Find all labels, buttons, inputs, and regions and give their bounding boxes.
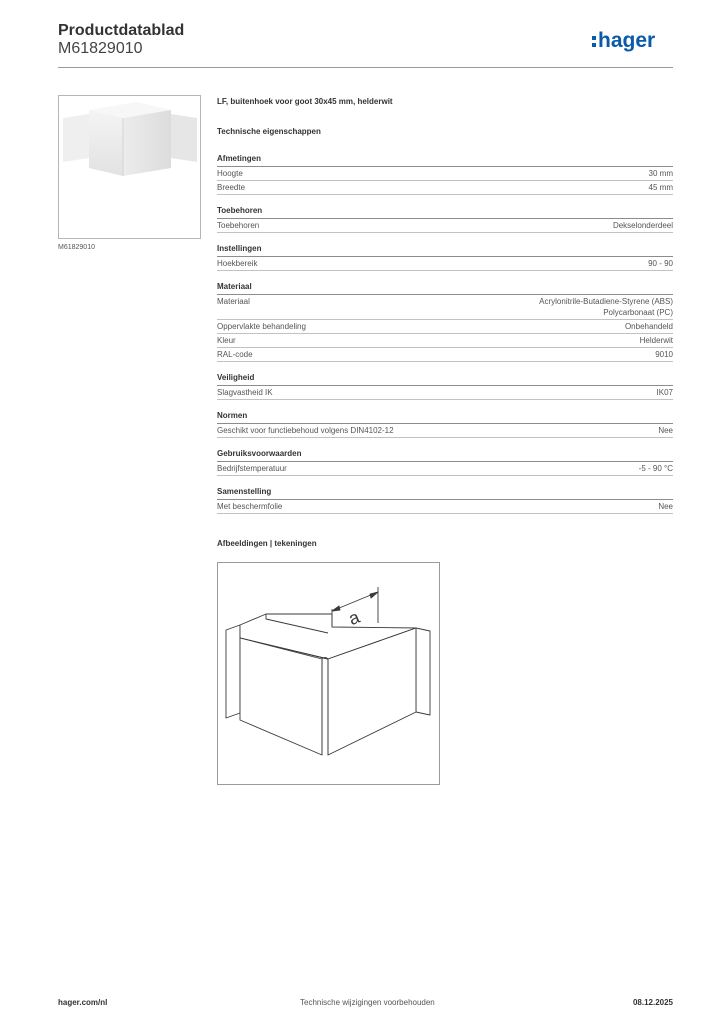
spec-value-line: 45 mm [648,183,673,192]
header-divider [58,67,673,68]
spec-sections [217,152,673,514]
spec-label: Geschikt voor functiebehoud volgens DIN4102-12 [217,426,394,435]
spec-section-title: Instellingen [217,242,673,257]
spec-row [217,181,673,195]
spec-value [649,182,673,193]
spec-value-line: 9010 [655,350,673,359]
spec-value [640,335,673,346]
footer-website: hager.com/nl [58,998,108,1007]
spec-row [217,295,673,320]
product-photo [58,95,201,239]
spec-value-line: 30 mm [648,169,673,178]
spec-section-title: Materiaal [217,280,673,295]
product-photo-image [59,96,200,238]
spec-label: Slagvastheid IK [217,388,273,397]
spec-value [658,501,673,512]
spec-content [217,96,673,550]
spec-value-line: Nee [658,426,673,435]
spec-value [648,258,673,269]
dimension-label-a: a [345,606,363,630]
spec-section-title: Veiligheid [217,371,673,386]
product-code: M61829010 [58,40,143,57]
page-title: Productdatablad [58,22,185,39]
spec-section [217,280,673,362]
spec-row [217,219,673,233]
technical-properties-heading: Technische eigenschappen [217,127,321,136]
technical-drawing [217,562,440,785]
product-description: LF, buitenhoek voor goot 30x45 mm, helderwit [217,97,393,106]
spec-label: RAL-code [217,350,253,359]
spec-value [613,220,673,231]
spec-section [217,152,673,195]
spec-row [217,424,673,438]
spec-label: Toebehoren [217,221,260,230]
spec-label: Oppervlakte behandeling [217,322,306,331]
spec-section [217,447,673,476]
spec-label: Materiaal [217,297,250,306]
spec-value [539,296,673,318]
spec-label: Hoogte [217,169,243,178]
spec-label: Bedrijfstemperatuur [217,464,287,473]
spec-value-line: Helderwit [639,336,673,345]
spec-row [217,386,673,400]
spec-value [625,321,673,332]
spec-row [217,257,673,271]
outer-corner-drawing [218,563,439,784]
spec-value [657,387,673,398]
spec-value [655,349,673,360]
spec-value-line: Nee [658,502,673,511]
spec-row [217,320,673,334]
spec-row [217,167,673,181]
spec-section-title: Afmetingen [217,152,673,167]
spec-row [217,462,673,476]
spec-label: Kleur [217,336,236,345]
spec-value-line: Polycarbonaat (PC) [603,308,673,317]
spec-section-title: Normen [217,409,673,424]
spec-row [217,348,673,362]
spec-section [217,242,673,271]
spec-value [639,463,673,474]
spec-label: Breedte [217,183,246,192]
spec-value [658,425,673,436]
spec-label: Met beschermfolie [217,502,283,511]
spec-value-line: 90 - 90 [648,259,673,268]
spec-value [649,168,673,179]
spec-value-line: -5 - 90 °C [638,464,673,473]
hager-logo [591,26,673,56]
spec-section [217,371,673,400]
spec-value-line: Dekselonderdeel [612,221,673,230]
drawings-heading: Afbeeldingen | tekeningen [217,539,317,548]
footer-disclaimer: Technische wijzigingen voorbehouden [300,998,435,1007]
spec-section-title: Samenstelling [217,485,673,500]
spec-label: Hoekbereik [217,259,258,268]
spec-value-line: Onbehandeld [624,322,673,331]
spec-section [217,485,673,514]
spec-section-title: Gebruiksvoorwaarden [217,447,673,462]
footer-date: 08.12.2025 [632,998,673,1007]
brand-text: hager [598,29,656,52]
spec-section [217,204,673,233]
spec-section-title: Toebehoren [217,204,673,219]
spec-row [217,500,673,514]
spec-row [217,334,673,348]
spec-value-line: IK07 [656,388,673,397]
photo-caption: M61829010 [58,244,95,251]
spec-value-line: Acrylonitrile-Butadiene-Styrene (ABS) [539,297,673,306]
spec-section [217,409,673,438]
